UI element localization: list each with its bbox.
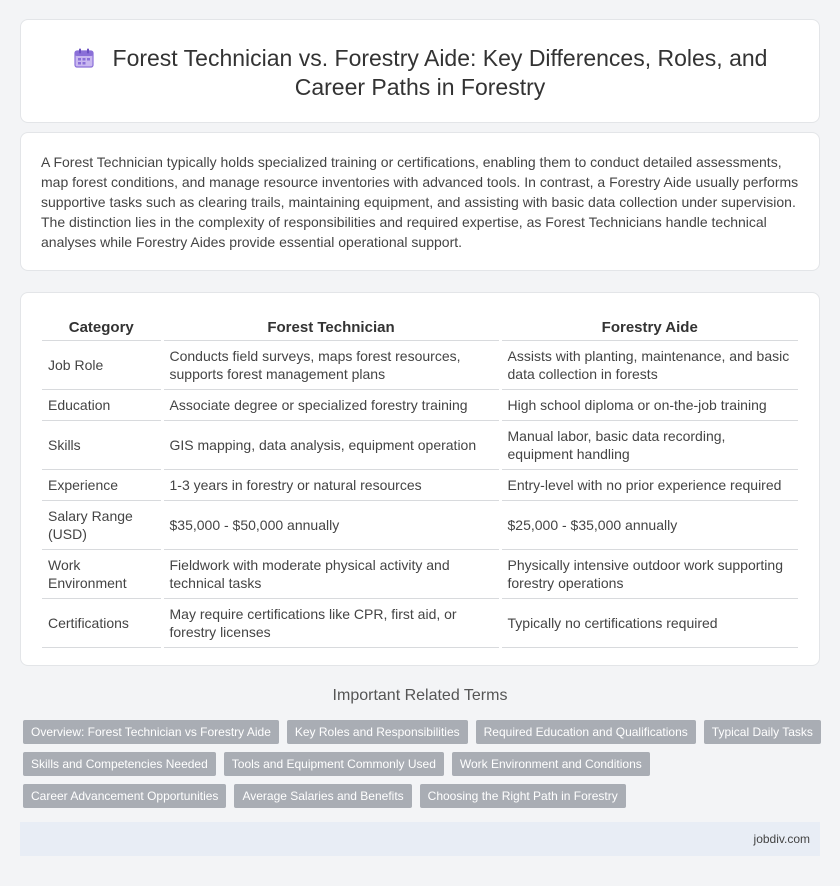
row-aide: Typically no certifications required xyxy=(500,598,798,647)
table-row xyxy=(42,389,798,420)
page-header xyxy=(61,44,779,102)
tag-row xyxy=(23,752,823,776)
title-card xyxy=(20,19,820,123)
intro-card xyxy=(20,132,820,271)
related-term-tag[interactable]: Average Salaries and Benefits xyxy=(234,784,411,808)
row-technician: Conducts field surveys, maps forest resources, supports forest management plans xyxy=(162,340,500,389)
table-row xyxy=(42,340,798,389)
row-technician: $35,000 - $50,000 annually xyxy=(162,500,500,549)
row-technician: Associate degree or specialized forestry training xyxy=(162,389,500,420)
header-category: Category xyxy=(42,313,162,340)
intro-paragraph: A Forest Technician typically holds specialized training or certifications, enabling them to conduct detailed assessments, map forest conditions, and manage resource inventories with advanced tools. In contrast, a Forestry Aide usually performs supportive tasks such as clearing trails, maintaining equipment, and assisting with basic data collection under supervision. The distinction lies in the complexity of responsibilities and required expertise, as Forest Technicians handle technical analyses while Forestry Aides provide essential operational support. xyxy=(41,154,799,250)
related-terms-heading: Important Related Terms xyxy=(332,687,508,704)
header-forestry-aide: Forestry Aide xyxy=(500,313,798,340)
tag-row xyxy=(23,720,823,744)
header-forest-technician: Forest Technician xyxy=(162,313,500,340)
row-aide: $25,000 - $35,000 annually xyxy=(500,500,798,549)
footer-site-link[interactable]: jobdiv.com xyxy=(753,832,810,846)
row-aide: Manual labor, basic data recording, equipment handling xyxy=(500,420,798,469)
related-term-tag[interactable]: Overview: Forest Technician vs Forestry Aide xyxy=(23,720,279,744)
row-category: Certifications xyxy=(42,598,162,647)
row-aide: Entry-level with no prior experience required xyxy=(500,469,798,500)
row-aide: Assists with planting, maintenance, and basic data collection in forests xyxy=(500,340,798,389)
table-row xyxy=(42,469,798,500)
row-aide: High school diploma or on-the-job training xyxy=(500,389,798,420)
row-category: Salary Range (USD) xyxy=(42,500,162,549)
row-technician: Fieldwork with moderate physical activity and technical tasks xyxy=(162,549,500,598)
related-term-tag[interactable]: Tools and Equipment Commonly Used xyxy=(224,752,444,776)
row-category: Job Role xyxy=(42,340,162,389)
row-category: Skills xyxy=(42,420,162,469)
table-row xyxy=(42,420,798,469)
page-title: Forest Technician vs. Forestry Aide: Key Differences, Roles, and Career Paths in Forestry xyxy=(112,45,768,100)
related-term-tag[interactable]: Typical Daily Tasks xyxy=(704,720,821,744)
calendar-icon xyxy=(73,47,95,69)
table-row xyxy=(42,500,798,549)
table-header-row xyxy=(42,313,798,340)
related-terms-tags xyxy=(23,720,823,816)
related-term-tag[interactable]: Work Environment and Conditions xyxy=(452,752,650,776)
comparison-card xyxy=(20,292,820,666)
row-aide: Physically intensive outdoor work supporting forestry operations xyxy=(500,549,798,598)
related-term-tag[interactable]: Choosing the Right Path in Forestry xyxy=(420,784,626,808)
footer xyxy=(20,822,820,856)
table-row xyxy=(42,598,798,647)
related-term-tag[interactable]: Skills and Competencies Needed xyxy=(23,752,216,776)
row-category: Experience xyxy=(42,469,162,500)
related-term-tag[interactable]: Career Advancement Opportunities xyxy=(23,784,226,808)
table-row xyxy=(42,549,798,598)
tag-row xyxy=(23,784,823,808)
row-category: Work Environment xyxy=(42,549,162,598)
comparison-table xyxy=(42,313,798,648)
row-technician: 1-3 years in forestry or natural resources xyxy=(162,469,500,500)
row-technician: May require certifications like CPR, first aid, or forestry licenses xyxy=(162,598,500,647)
row-category: Education xyxy=(42,389,162,420)
row-technician: GIS mapping, data analysis, equipment operation xyxy=(162,420,500,469)
related-term-tag[interactable]: Required Education and Qualifications xyxy=(476,720,696,744)
related-term-tag[interactable]: Key Roles and Responsibilities xyxy=(287,720,468,744)
